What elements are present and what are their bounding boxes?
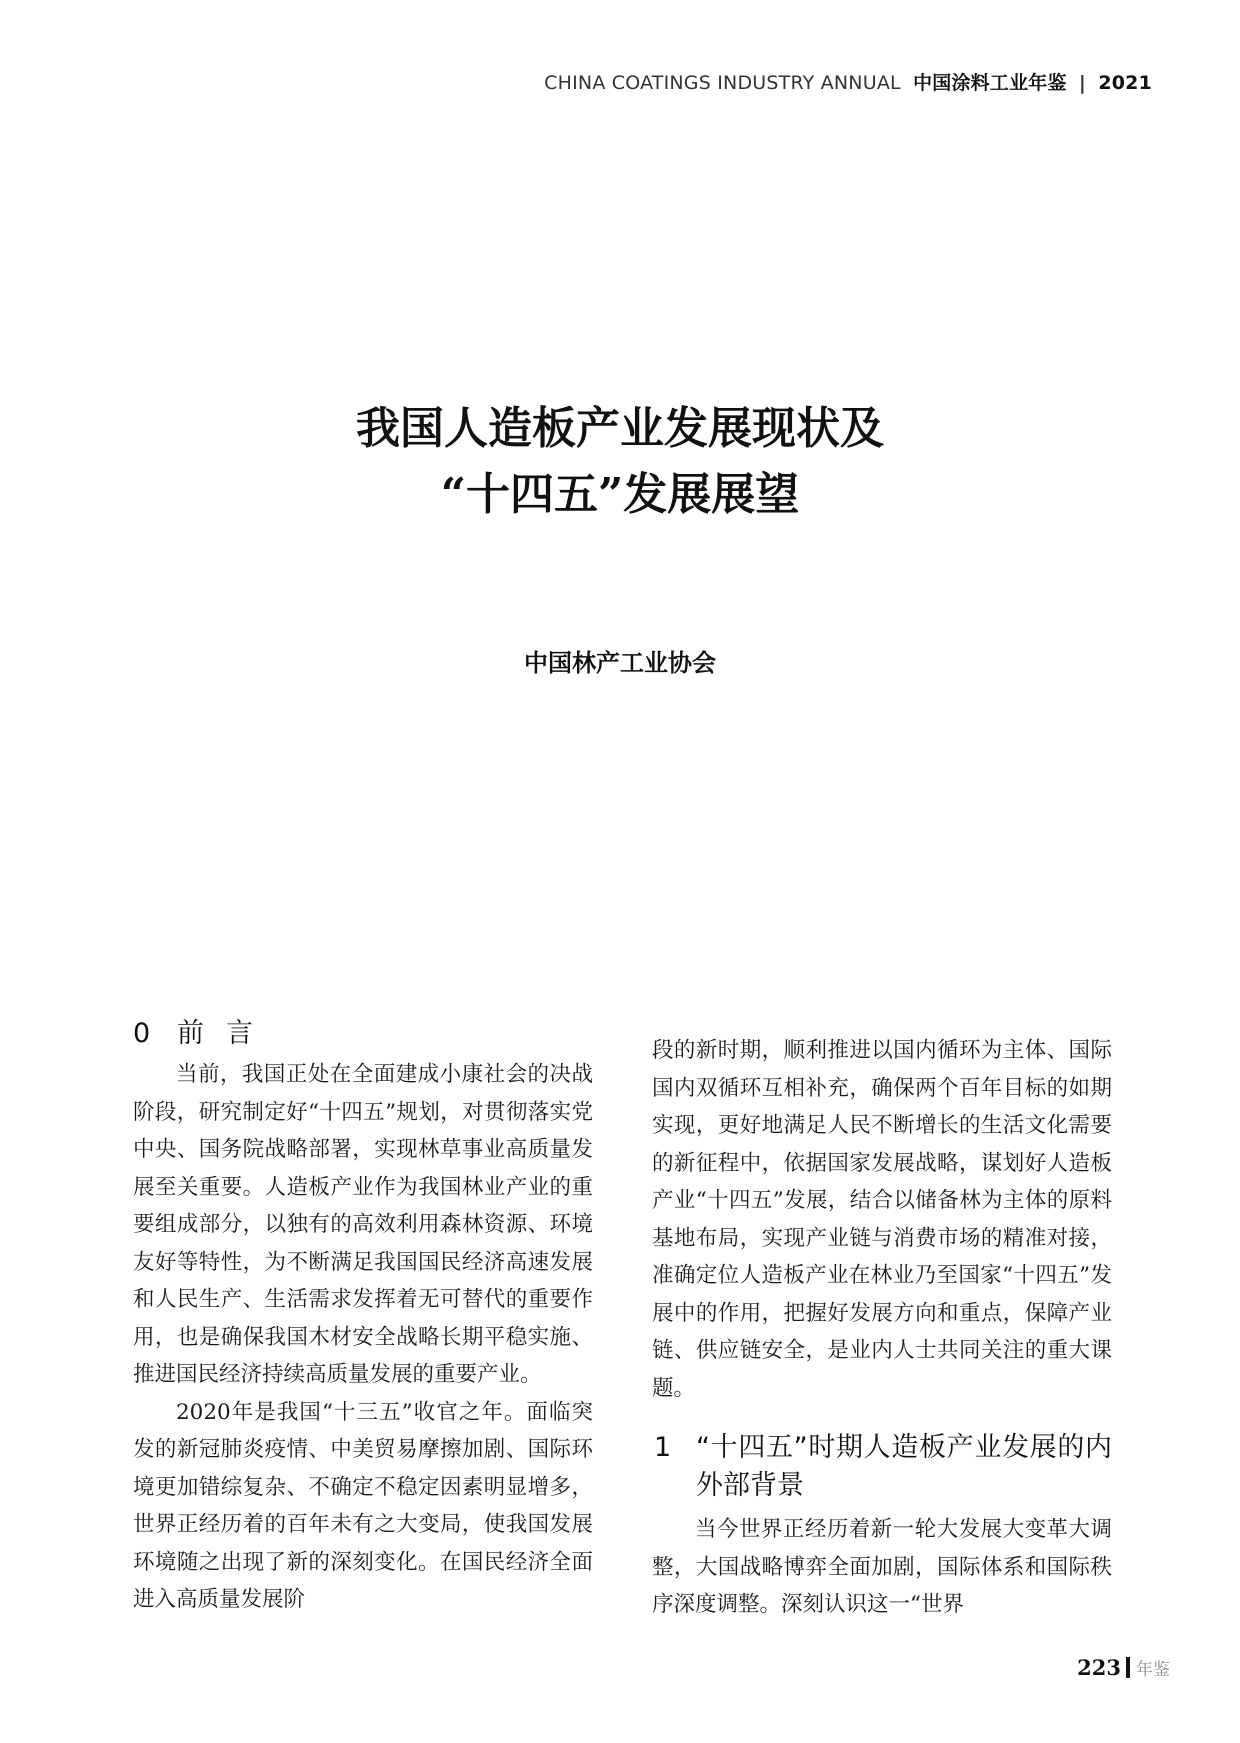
page-number: 223 (1077, 1655, 1121, 1680)
right-column (652, 1032, 1112, 1624)
page-footer (1077, 1655, 1170, 1680)
section-1-paragraph-1: 当今世界正经历着新一轮大发展大变革大调整，大国战略博弈全面加剧，国际体系和国际秩序深度调整。深刻认识这一“世界 (652, 1517, 1112, 1617)
section-1-title: “十四五”时期人造板产业发展的内外部背景 (696, 1432, 1112, 1501)
title-line-1: 我国人造板产业发展现状及 (356, 403, 884, 454)
left-column (133, 1014, 593, 1619)
header-separator: | (1078, 72, 1087, 94)
section-0-title: 前言 (177, 1018, 275, 1049)
section-0-paragraph-2: 2020年是我国“十三五”收官之年。面临突发的新冠肺炎疫情、中美贸易摩擦加剧、国际环境更加错综复杂、不确定不稳定因素明显增多，世界正经历着的百年未有之大变局，使我国发展环境随之出现了新的深刻变化。在国民经济全面进入高质量发展阶 (133, 1399, 593, 1612)
header-english: CHINA COATINGS INDUSTRY ANNUAL (544, 72, 901, 94)
section-0-paragraph-2-continued: 段的新时期，顺利推进以国内循环为主体、国际国内双循环互相补充，确保两个百年目标的如期实现，更好地满足人民不断增长的生活文化需要的新征程中，依据国家发展战略，谋划好人造板产业“十四五”发展，结合以储备林为主体的原料基地布局，实现产业链与消费市场的精准对接，准确定位人造板产业在林业乃至国家“十四五”发展中的作用，把握好发展方向和重点，保障产业链、供应链安全，是业内人士共同关注的重大课题。 (652, 1038, 1112, 1401)
header-year: 2021 (1098, 72, 1152, 94)
section-1-heading (652, 1429, 1112, 1505)
footer-divider (1126, 1657, 1130, 1678)
title-line-2: “十四五”发展展望 (440, 469, 800, 520)
section-0-paragraph-1: 当前，我国正处在全面建成小康社会的决战阶段，研究制定好“十四五”规划，对贯彻落实党中央、国务院战略部署，实现林草事业高质量发展至关重要。人造板产业作为我国林业产业的重要组成部分，以独有的高效利用森林资源、环境友好等特性，为不断满足我国国民经济高速发展和人民生产、生活需求发挥着无可替代的重要作用，也是确保我国木材安全战略长期平稳实施、推进国民经济持续高质量发展的重要产业。 (133, 1062, 593, 1387)
article-title (0, 396, 1240, 528)
section-0-number: 0 (133, 1018, 151, 1049)
author: 中国林产工业协会 (524, 649, 716, 677)
header-chinese: 中国涂料工业年鉴 (913, 72, 1067, 94)
running-header (544, 68, 1152, 95)
section-1-number: 1 (654, 1432, 672, 1463)
section-0-heading (133, 1014, 593, 1054)
footer-label: 年鉴 (1136, 1660, 1170, 1680)
